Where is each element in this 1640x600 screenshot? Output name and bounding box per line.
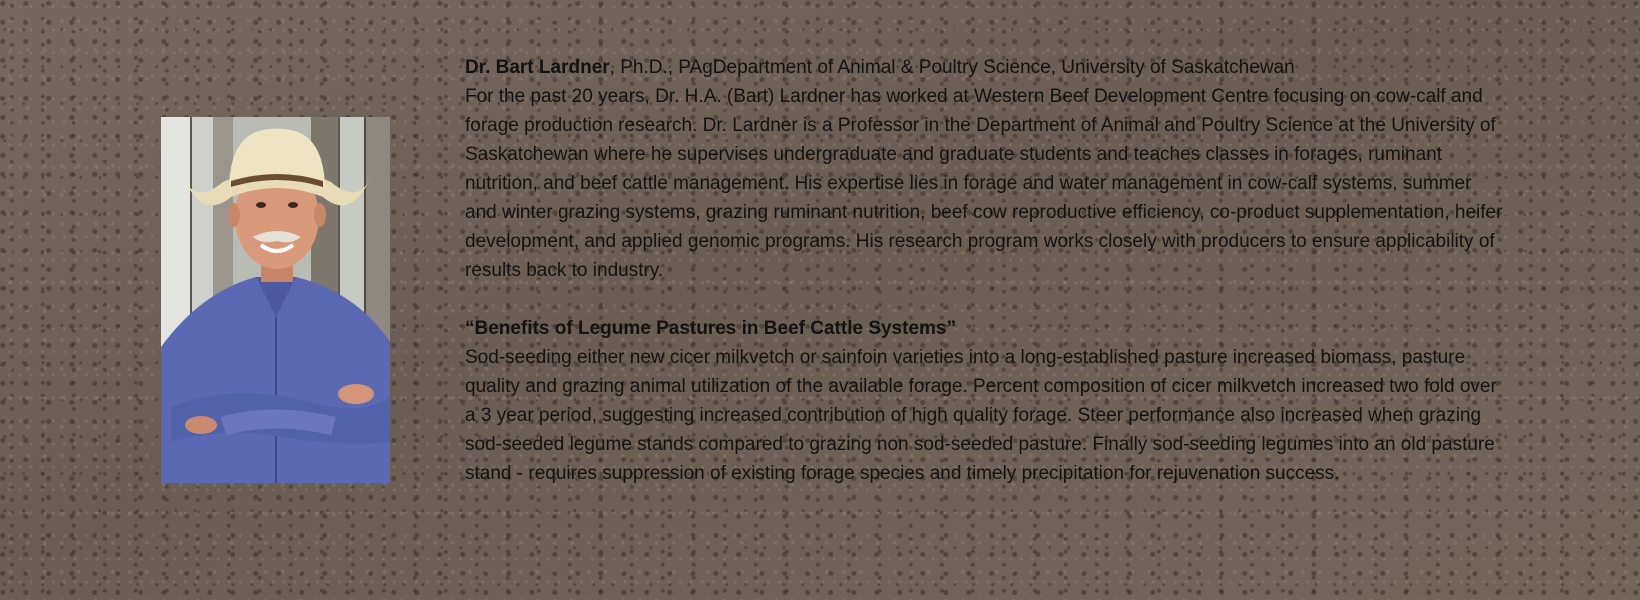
talk-title (465, 314, 1505, 343)
speaker-credentials: , Ph.D., PAgDepartment of Animal & Poultry Science, University of Saskatchewan (609, 57, 1295, 78)
speaker-portrait (161, 117, 390, 483)
talk-title-text: “Benefits of Legume Pastures in Beef Cattle Systems” (465, 318, 956, 339)
paragraph-spacer (465, 285, 1505, 314)
speaker-bio: For the past 20 years, Dr. H.A. (Bart) Lardner has worked at Western Beef Development Centre focusing on cow-calf and forage production research. Dr. Lardner is a Professor in the Department of Animal and Poultry Science at the University of Saskatchewan where he supervises undergraduate and graduate students and teaches classes in forages, ruminant nutrition, and beef cattle management. His expertise lies in forage and water management in cow-calf systems, summer and winter grazing systems, grazing ruminant nutrition, beef cow reproductive efficiency, co-product supplementation, heifer development, and applied genomic programs. His research program works closely with producers to ensure applicability of results back to industry. (465, 86, 1503, 281)
speaker-name: Dr. Bart Lardner (465, 57, 610, 78)
speaker-heading (465, 53, 1505, 82)
talk-abstract: Sod-seeding either new cicer milkvetch or sainfoin varieties into a long-established pasture increased biomass, pasture quality and grazing animal utilization of the available forage. Percent composition of cicer milkvetch increased two fold over a 3 year period, suggesting increased contribution of high quality forage. Steer performance also increased when grazing sod-seeded legume stands compared to grazing non sod-seeded pasture. Finally sod-seeding legumes into an old pasture stand - requires suppression of existing forage species and timely precipitation for rejuvenation success. (465, 347, 1497, 484)
speaker-bio-block (465, 53, 1505, 488)
